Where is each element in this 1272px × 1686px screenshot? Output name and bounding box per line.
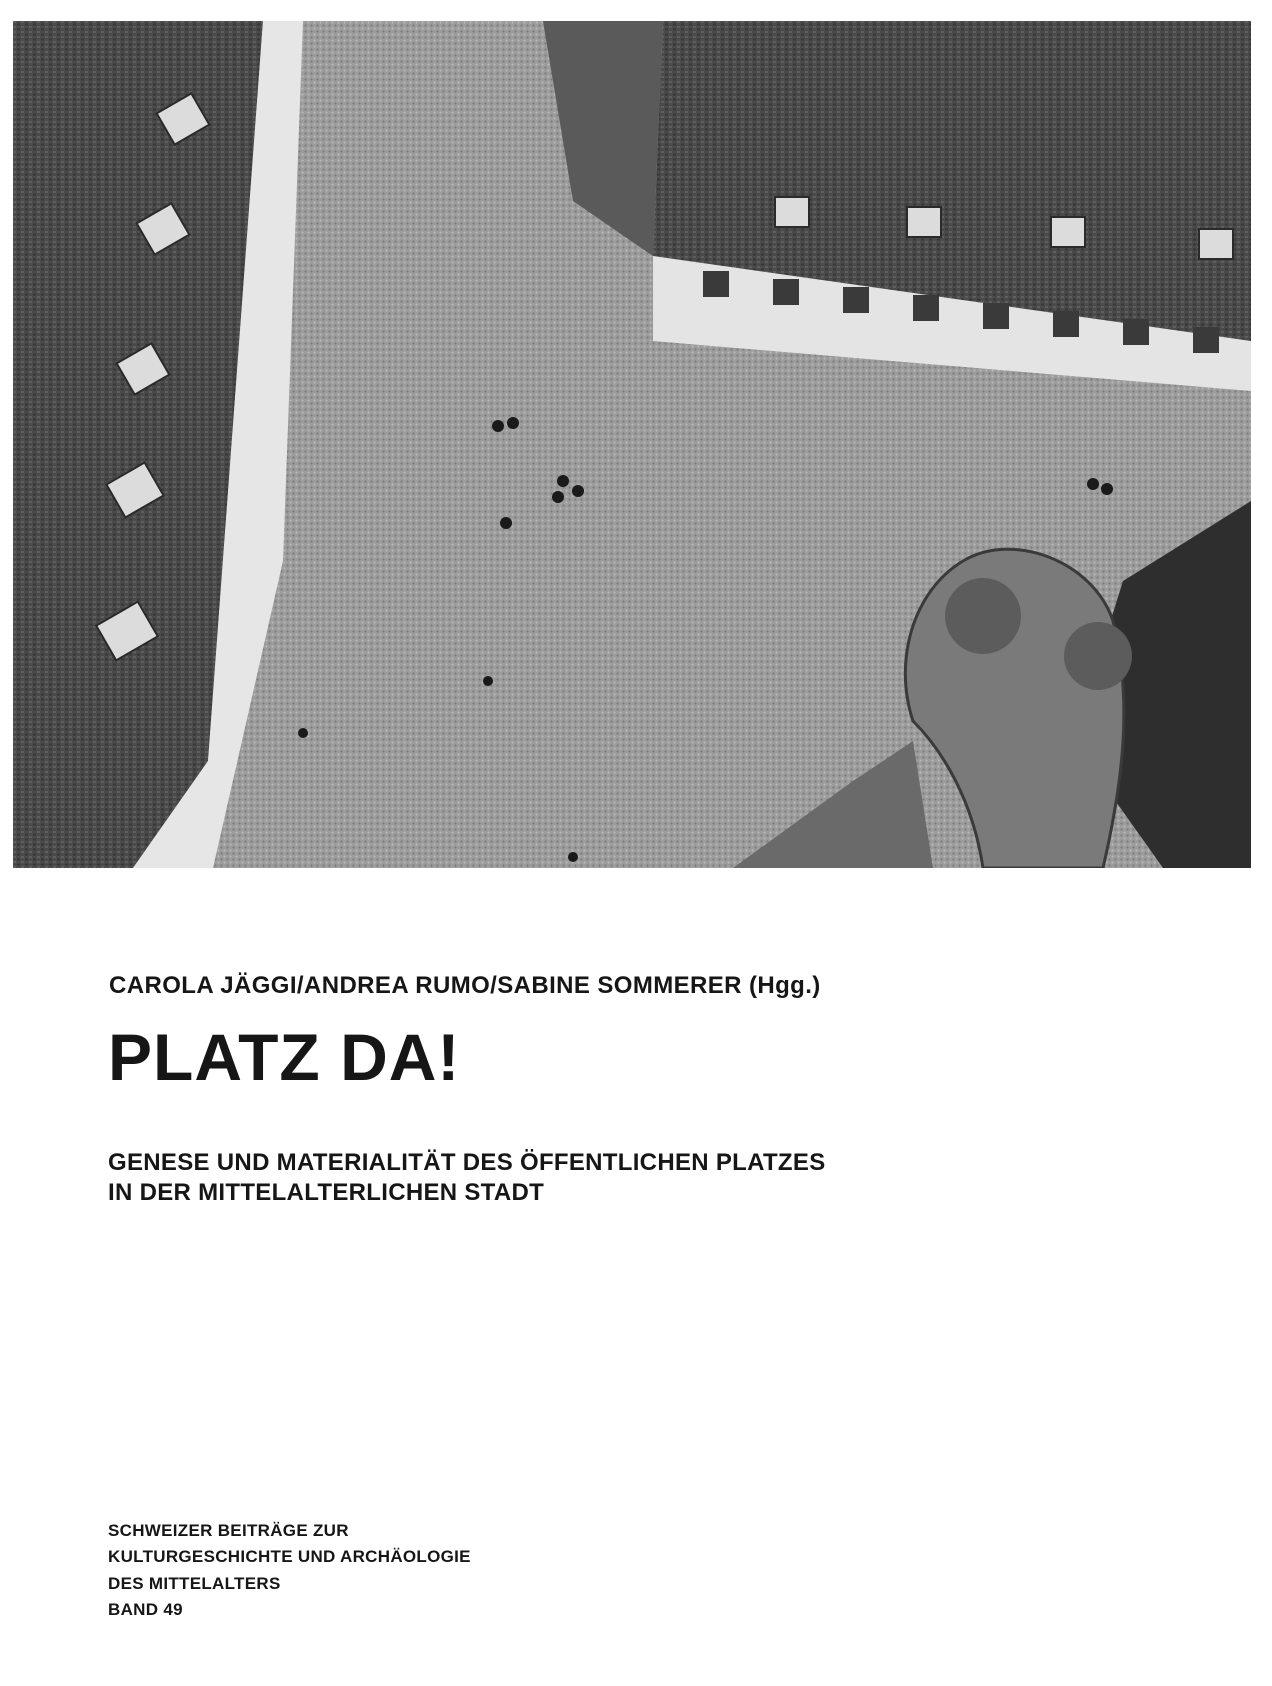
dormer	[1051, 217, 1085, 247]
book-authors: CAROLA JÄGGI/ANDREA RUMO/SABINE SOMMERER (Hgg.)	[109, 972, 821, 999]
gargoyle-knob	[945, 578, 1021, 654]
person	[507, 417, 519, 429]
series-line: SCHWEIZER BEITRÄGE ZUR	[108, 1521, 349, 1540]
person	[492, 420, 504, 432]
series-line: KULTURGESCHICHTE UND ARCHÄOLOGIE	[108, 1547, 471, 1567]
person	[568, 852, 578, 862]
aerial-square-illustration	[13, 21, 1251, 868]
person	[298, 728, 308, 738]
window	[983, 303, 1009, 329]
window	[1053, 311, 1079, 337]
subtitle-line: GENESE UND MATERIALITÄT DES ÖFFENTLICHEN PLATZES	[108, 1149, 826, 1176]
person	[1101, 483, 1113, 495]
dormer	[775, 197, 809, 227]
cover-photo	[13, 21, 1251, 868]
person	[1087, 478, 1099, 490]
person	[552, 491, 564, 503]
window	[773, 279, 799, 305]
window	[843, 287, 869, 313]
book-title: PLATZ DA!	[108, 1020, 461, 1094]
subtitle-line: IN DER MITTELALTERLICHEN STADT	[108, 1178, 545, 1206]
series-info	[108, 1518, 471, 1623]
book-subtitle	[108, 1148, 826, 1208]
person	[500, 517, 512, 529]
series-volume: BAND 49	[108, 1600, 183, 1620]
window	[1123, 319, 1149, 345]
series-line: DES MITTELALTERS	[108, 1573, 281, 1593]
window	[1193, 327, 1219, 353]
person	[557, 475, 569, 487]
person	[483, 676, 493, 686]
dormer	[907, 207, 941, 237]
person	[572, 485, 584, 497]
window	[913, 295, 939, 321]
dormer	[1199, 229, 1233, 259]
window	[703, 271, 729, 297]
gargoyle-knob	[1064, 622, 1132, 690]
